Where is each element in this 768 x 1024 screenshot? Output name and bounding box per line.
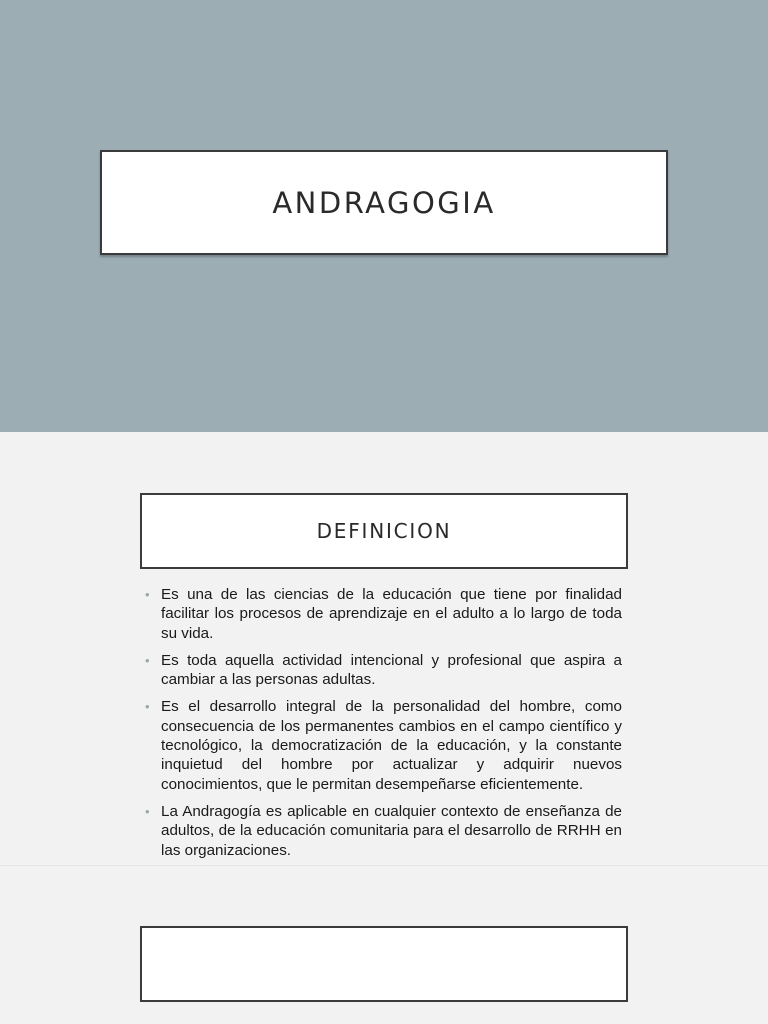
bullet-item [145,585,622,643]
slide-definition [0,432,768,866]
bullet-list [145,585,622,868]
bullet-item [145,802,622,860]
bullet-text: Es una de las ciencias de la educación que tiene por finalidad facilitar los procesos de aprendizaje en el adulto a lo largo de toda su vida. [161,586,622,642]
bullet-icon: • [145,699,150,715]
bullet-item [145,697,622,793]
bullet-icon: • [145,587,150,602]
bullet-icon: • [145,803,150,819]
slide-title-text: DEFINICION [316,519,452,543]
bullet-item [145,651,622,690]
slide-title-text: ANDRAGOGIA [272,185,496,220]
bullet-text: Es toda aquella actividad intencional y profesional que aspira a cambiar a las personas adultas. [161,651,622,689]
title-box [140,493,628,569]
slide-title [0,0,768,432]
bullet-text: Es el desarrollo integral de la personalidad del hombre, como consecuencia de los permanentes cambios en el campo científico y tecnológico, la democratización de la educación, y la constante inquietud del hombre por actualizar y adquirir nuevos conocimientos, que le permitan desempeñarse eficientemente. [161,698,622,793]
title-box [100,150,668,255]
slide-next [0,866,768,1024]
bullet-text: La Andragogía es aplicable en cualquier contexto de enseñanza de adultos, de la educación comunitaria para el desarrollo de RRHH en las organizaciones. [161,802,622,859]
bullet-icon: • [145,652,150,668]
title-box [140,926,628,1002]
